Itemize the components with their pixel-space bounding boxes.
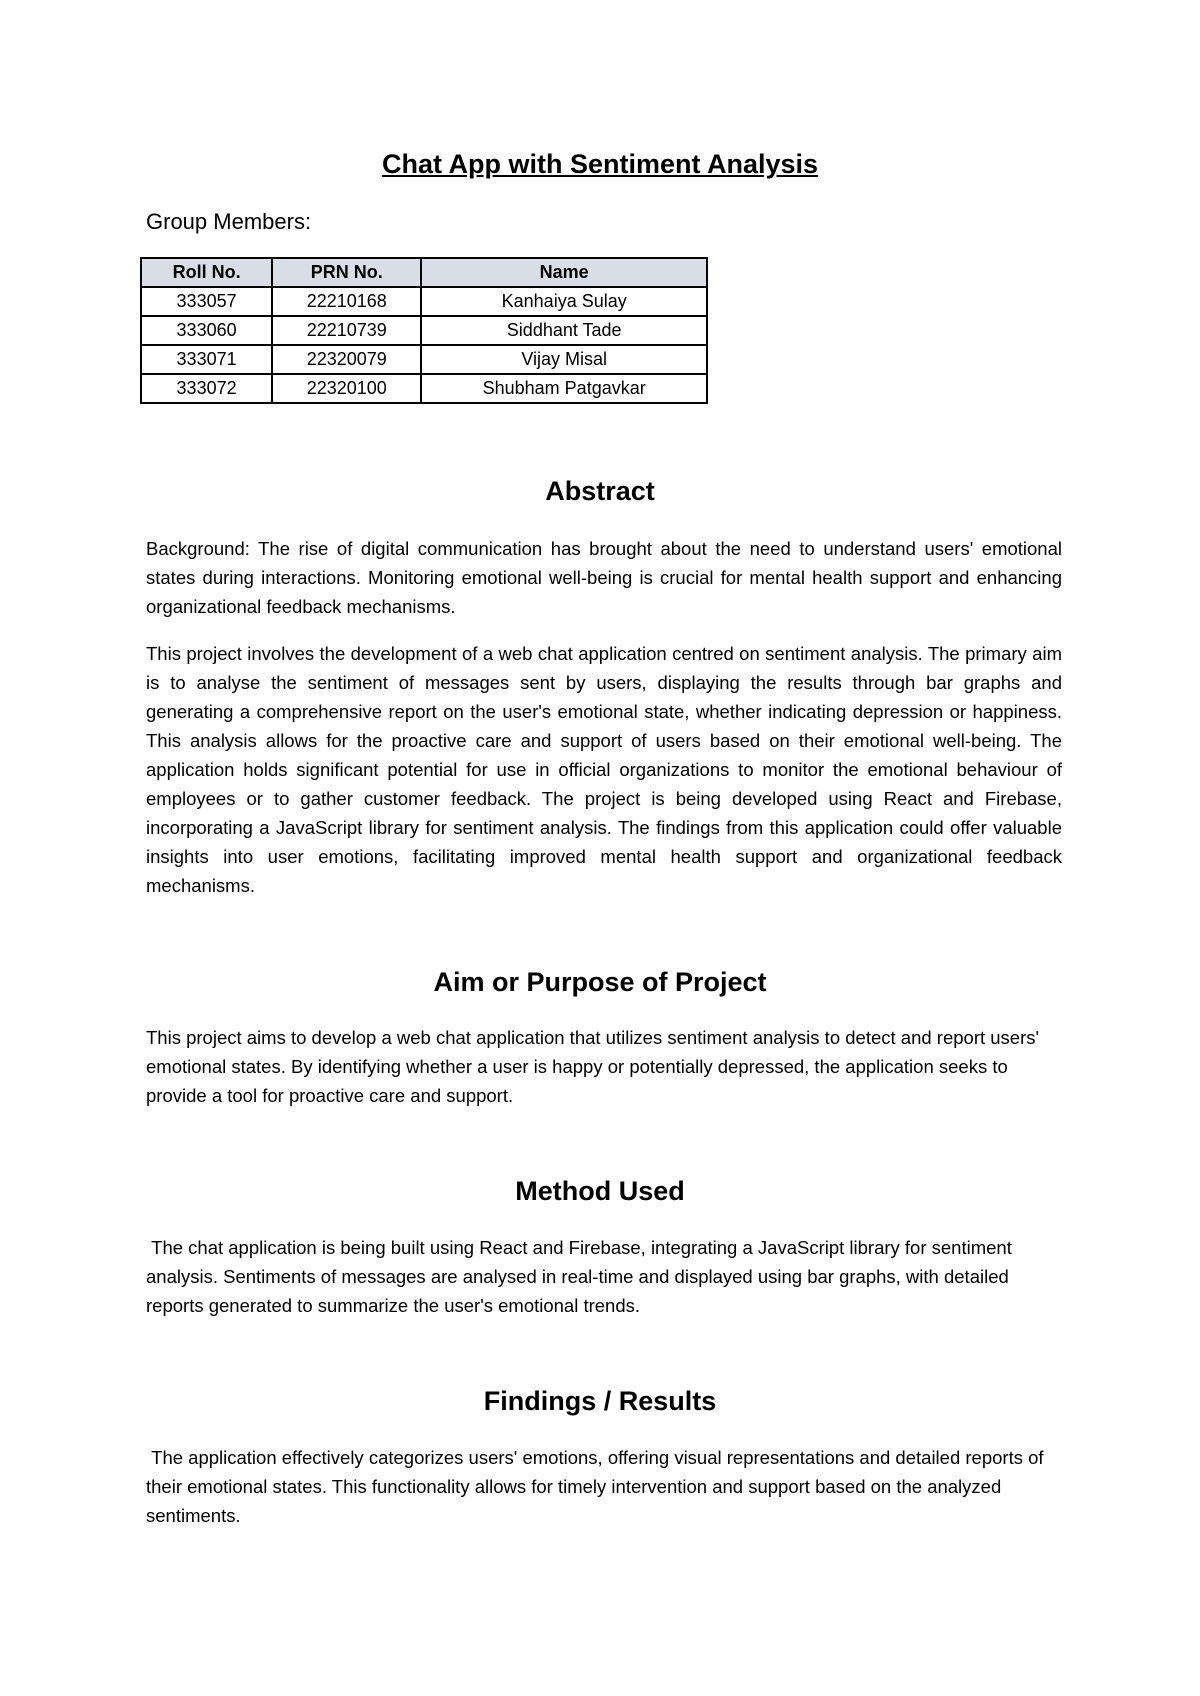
prn-no-cell: 22320079 [272,345,421,374]
aim-heading: Aim or Purpose of Project [433,967,767,997]
abstract-body-paragraph: This project involves the development of a web chat application centred on sentiment analysis. The primary aim is to analyse the sentiment of messages sent by users, displaying the results through bar graphs and generating a comprehensive report on the user's emotional state, whether indicating depression or happiness. This analysis allows for the proactive care and support of users based on their emotional well-being. The application holds significant potential for use in official organizations to monitor the emotional behaviour of employees or to gather customer feedback. The project is being developed using React and Firebase, incorporating a JavaScript library for sentiment analysis. The findings from this application could offer valuable insights into user emotions, facilitating improved mental health support and organizational feedback mechanisms. [146,643,1062,896]
members-table-header-row [141,258,707,287]
name-cell: Kanhaiya Sulay [421,287,707,316]
aim-paragraph: This project aims to develop a web chat application that utilizes sentiment analysis to detect and report users' emotional states. By identifying whether a user is happy or potentially depressed, the application seeks to provide a tool for proactive care and support. [146,1027,1040,1106]
method-paragraph: The chat application is being built using React and Firebase, integrating a JavaScript library for sentiment analysis. Sentiments of messages are analysed in real-time and displayed using bar graphs, with detailed reports generated to summarize the user's emotional trends. [146,1237,1017,1316]
group-members-label: Group Members: [146,209,312,234]
abstract-background-paragraph: Background: The rise of digital communication has brought about the need to understand users' emotional states during interactions. Monitoring emotional well-being is crucial for mental health support and enhancing organizational feedback mechanisms. [146,538,1062,617]
column-header-name: Name [421,258,707,287]
table-row [141,316,707,345]
abstract-heading: Abstract [545,476,655,506]
table-row [141,345,707,374]
prn-no-cell: 22210168 [272,287,421,316]
roll-no-cell: 333071 [141,345,272,374]
prn-no-cell: 22210739 [272,316,421,345]
members-table [140,257,708,404]
prn-no-cell: 22320100 [272,374,421,403]
roll-no-cell: 333060 [141,316,272,345]
column-header-prn-no: PRN No. [272,258,421,287]
findings-paragraph: The application effectively categorizes users' emotions, offering visual representations and detailed reports of their emotional states. This functionality allows for timely intervention and support based on the analyzed sentiments. [146,1447,1049,1526]
table-row [141,374,707,403]
name-cell: Siddhant Tade [421,316,707,345]
table-row [141,287,707,316]
document-title: Chat App with Sentiment Analysis [381,149,819,179]
name-cell: Shubham Patgavkar [421,374,707,403]
column-header-roll-no: Roll No. [141,258,272,287]
method-heading: Method Used [515,1176,685,1206]
findings-heading: Findings / Results [483,1386,717,1416]
roll-no-cell: 333057 [141,287,272,316]
name-cell: Vijay Misal [421,345,707,374]
roll-no-cell: 333072 [141,374,272,403]
